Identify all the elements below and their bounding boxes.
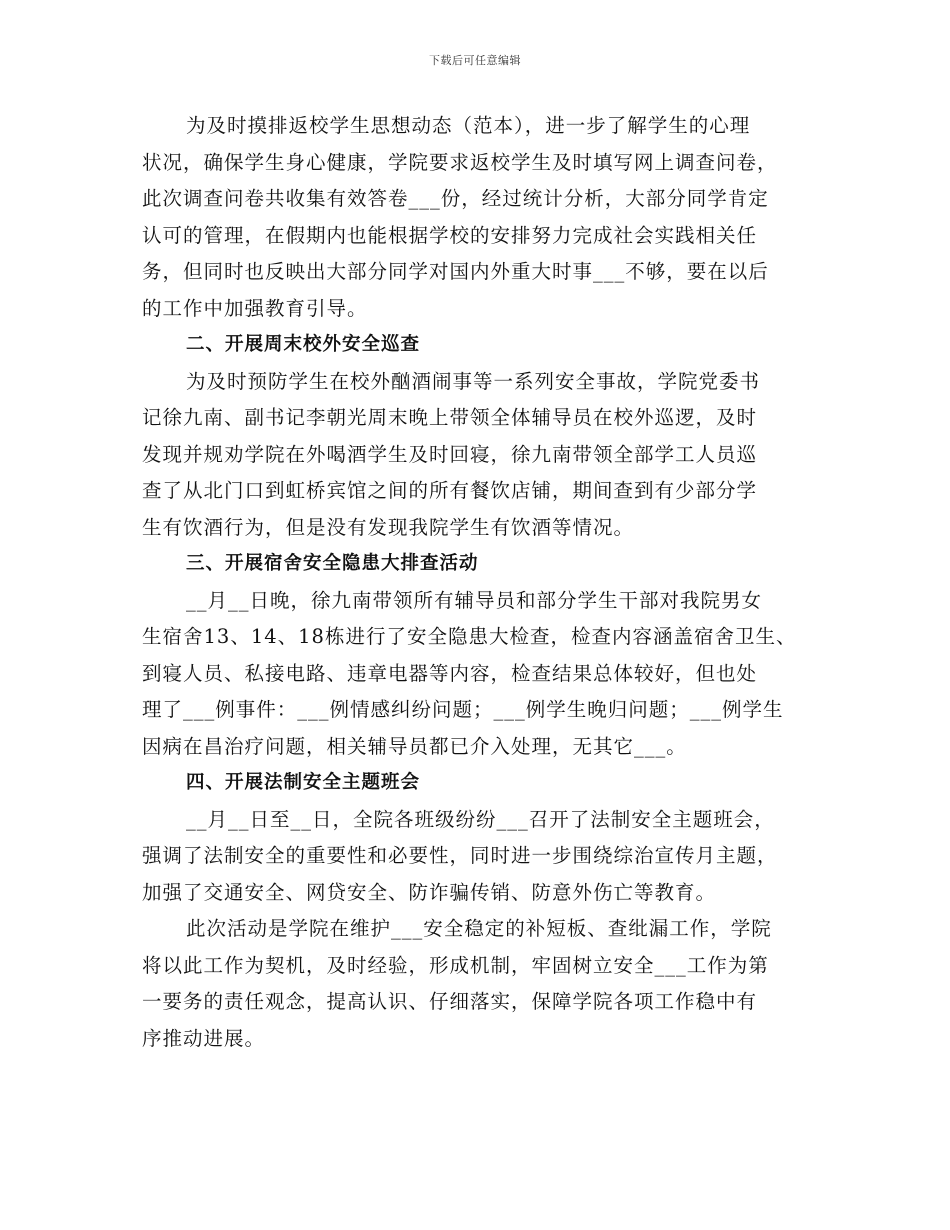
text-line: 的工作中加强教育引导。: [142, 296, 368, 320]
text-line: 查了从北门口到虹桥宾馆之间的所有餐饮店铺，期间查到有少部分学: [142, 479, 758, 502]
text-line: 为及时摸排返校学生思想动态（范本），进一步了解学生的心理: [186, 114, 751, 137]
section-heading: 三、开展宿舍安全隐患大排查活动: [186, 553, 479, 574]
text-line: 此次活动是学院在维护___安全稳定的补短板、查纰漏工作，学院: [186, 917, 772, 940]
text-line: 因病在昌治疗问题，相关辅导员都已介入处理，无其它___。: [142, 734, 687, 758]
text-line: 一要务的责任观念，提高认识、仔细落实，保障学院各项工作稳中有: [142, 990, 758, 1013]
text-line: 记徐九南、副书记李朝光周末晚上带领全体辅导员在校外巡逻，及时: [142, 406, 758, 429]
text-line: 将以此工作为契机，及时经验，形成机制，牢固树立安全___工作为第: [142, 953, 769, 977]
page-header: 下载后可任意编辑: [429, 54, 521, 67]
text-line: 认可的管理，在假期内也能根据学校的安排努力完成社会实践相关任: [142, 223, 758, 247]
text-line: 此次调查问卷共收集有效答卷___份，经过统计分析，大部分同学肯定: [142, 187, 769, 210]
text-line: 理了___例事件：___例情感纠纷问题；___例学生晚归问题；___例学生: [142, 698, 784, 721]
text-line: 为及时预防学生在校外酗酒闹事等一系列安全事故，学院党委书: [186, 369, 761, 393]
text-line: 序推动进展。: [142, 1026, 266, 1050]
text-line: __月__日晚，徐九南带领所有辅导员和部分学生干部对我院男女: [186, 588, 763, 612]
text-line: 务，但同时也反映出大部分同学对国内外重大时事___不够，要在以后: [142, 260, 769, 283]
text-line: 生有饮酒行为，但是没有发现我院学生有饮酒等情况。: [142, 515, 635, 539]
text-line: 加强了交通安全、网贷安全、防诈骗传销、防意外伤亡等教育。: [142, 880, 717, 904]
text-line: 到寝人员、私接电路、违章电器等内容，检查结果总体较好，但也处: [142, 661, 758, 685]
document-body: [142, 108, 814, 1057]
text-line: 状况，确保学生身心健康，学院要求返校学生及时填写网上调查问卷，: [142, 150, 778, 174]
text-line: 发现并规劝学院在外喝酒学生及时回寝，徐九南带领全部学工人员巡: [142, 442, 758, 466]
section-heading: 二、开展周末校外安全巡查: [186, 334, 421, 355]
text-line: 生宿舍13、14、18栋进行了安全隐患大检查，检查内容涵盖宿舍卫生、: [142, 625, 797, 648]
text-line: __月__日至__日，全院各班级纷纷___召开了法制安全主题班会，: [186, 807, 775, 831]
section-heading: 四、开展法制安全主题班会: [186, 772, 421, 793]
text-line: 强调了法制安全的重要性和必要性，同时进一步围绕综治宣传月主题，: [142, 844, 778, 867]
